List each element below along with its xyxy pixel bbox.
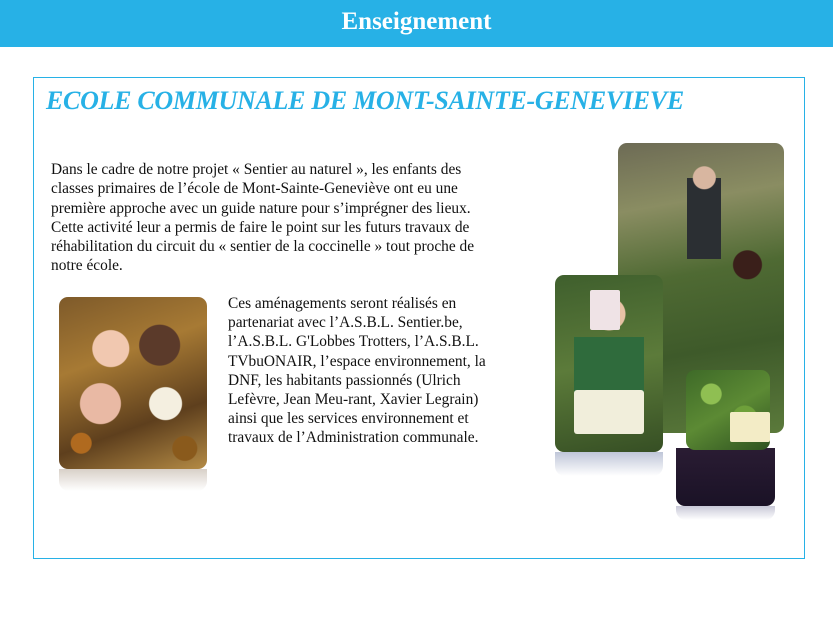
article-title: ECOLE COMMUNALE DE MONT-SAINTE-GENEVIEVE [46, 86, 684, 115]
dark-photo [676, 448, 775, 506]
notebook-page [590, 290, 620, 330]
dark-photo-reflection [676, 506, 775, 520]
section-title: Enseignement [341, 8, 492, 35]
ivy-notebook [730, 412, 770, 442]
children-photo [59, 297, 207, 469]
notebook-photo-reflection [555, 452, 663, 476]
open-book [574, 390, 644, 434]
section-banner [0, 0, 833, 47]
intro-paragraph: Dans le cadre de notre projet « Sentier au naturel », les enfants des classes primaires de l’école de Mont-Sainte-Geneviève ont eu une première approche avec un guide nature pour s’imprégner des lieux. Cette activité leur a permis de faire le point sur les futurs travaux de réhabilitation du circuit du « sentier de la coccinelle » tout proche de notre école. [51, 161, 475, 275]
partners-paragraph: Ces aménagements seront réalisés en partenariat avec l’A.S.B.L. Sentier.be, l’A.S.B.L. G'Lobbes Trotters, l’A.S.B.L. TVbuONAIR, l’espace environnement, la DNF, les habitants passionnés (Ulrich Lefèvre, Jean Meu-rant, Xavier Legrain) ainsi que les services environnement et travaux de l’Administration communale. [228, 295, 486, 447]
children-photo-reflection [59, 469, 207, 491]
